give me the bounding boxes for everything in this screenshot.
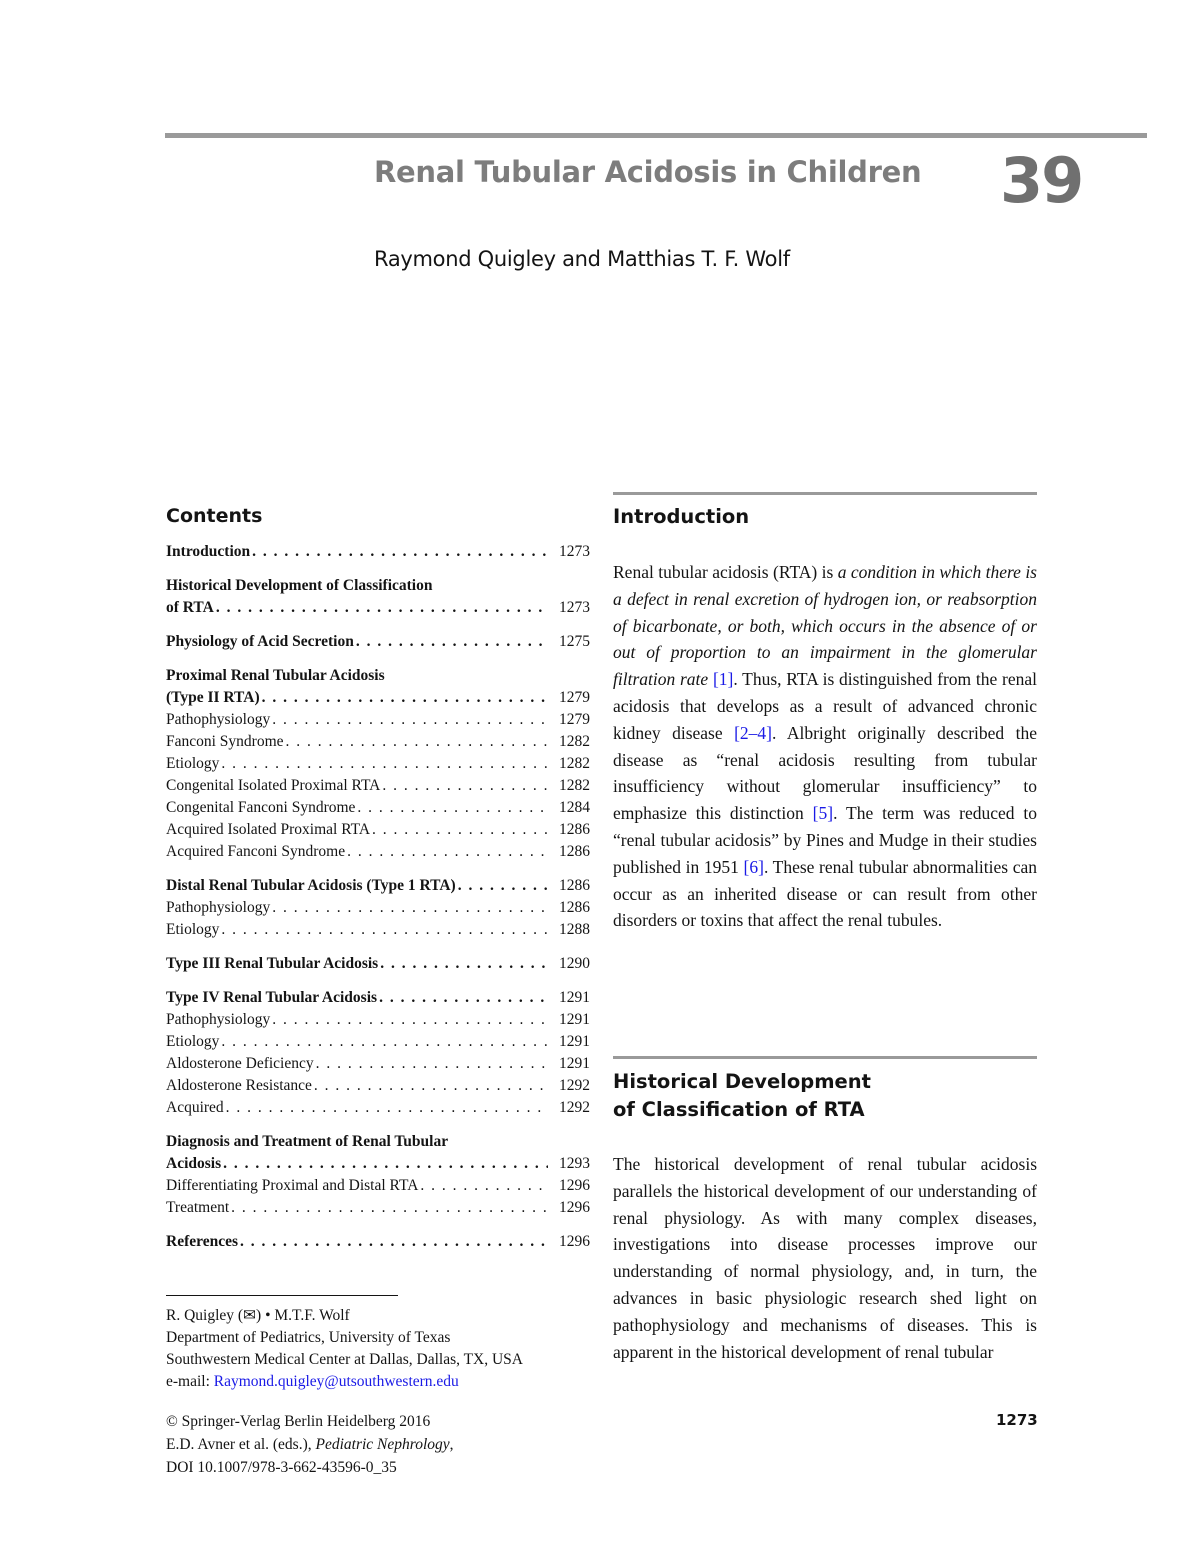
toc-group (166, 953, 590, 975)
toc-entry-title: Distal Renal Tubular Acidosis (Type 1 RTA) (166, 877, 456, 894)
toc-entry-page: 1296 (559, 1199, 590, 1216)
footnote-affiliation-2: Southwestern Medical Center at Dallas, Dallas, TX, USA (166, 1351, 523, 1368)
footnote-email-line (166, 1371, 523, 1393)
toc-leader-dots (216, 597, 548, 619)
toc-entry-page: 1292 (559, 1077, 590, 1094)
toc-entry[interactable] (166, 1231, 590, 1253)
toc-entry-page: 1291 (559, 1033, 590, 1050)
toc-group (166, 1231, 590, 1253)
toc-leader-dots (380, 953, 548, 975)
toc-entry-title: Differentiating Proximal and Distal RTA (166, 1177, 419, 1194)
toc-group (166, 875, 590, 941)
toc-leader-dots (314, 1075, 548, 1097)
toc-entry-title: Acquired Fanconi Syndrome (166, 843, 346, 860)
doi-line: DOI 10.1007/978-3-662-43596-0_35 (166, 1459, 397, 1476)
toc-leader-dots (379, 987, 548, 1009)
copyright-block (166, 1410, 454, 1479)
toc-entry[interactable] (166, 919, 590, 941)
historical-heading (613, 1068, 871, 1124)
toc-entry-title: of RTA (166, 599, 214, 616)
toc-entry[interactable] (166, 541, 590, 563)
citation-book: Pediatric Nephrology (315, 1436, 450, 1453)
toc-entry-page: 1286 (559, 899, 590, 916)
toc-entry[interactable] (166, 797, 590, 819)
table-of-contents (166, 541, 590, 1265)
toc-entry-page: 1291 (559, 1011, 590, 1028)
toc-leader-dots (356, 631, 548, 653)
toc-leader-dots (357, 797, 548, 819)
toc-entry-page: 1273 (559, 543, 590, 560)
email-label: e-mail: (166, 1373, 214, 1390)
toc-group (166, 665, 590, 863)
toc-entry[interactable] (166, 731, 590, 753)
toc-entry-page: 1296 (559, 1177, 590, 1194)
toc-entry-lead[interactable]: Historical Development of Classification (166, 577, 433, 594)
toc-entry[interactable] (166, 709, 590, 731)
toc-entry-page: 1291 (559, 989, 590, 1006)
toc-group (166, 541, 590, 563)
toc-leader-dots (231, 1197, 548, 1219)
toc-entry-title: Congenital Fanconi Syndrome (166, 799, 356, 816)
toc-entry-title: Acquired (166, 1099, 224, 1116)
toc-leader-dots (240, 1231, 548, 1253)
toc-entry-page: 1282 (559, 733, 590, 750)
toc-entry-title: Fanconi Syndrome (166, 733, 284, 750)
toc-entry-title: Pathophysiology (166, 1011, 271, 1028)
chapter-title: Renal Tubular Acidosis in Children (374, 155, 922, 189)
toc-entry[interactable] (166, 1009, 590, 1031)
toc-group (166, 987, 590, 1119)
historical-rule (613, 1056, 1037, 1059)
toc-entry-page: 1284 (559, 799, 590, 816)
toc-entry-page: 1286 (559, 877, 590, 894)
toc-entry-page: 1273 (559, 599, 590, 616)
toc-group (166, 631, 590, 653)
reference-link[interactable]: [6] (743, 856, 764, 877)
toc-entry[interactable] (166, 1197, 590, 1219)
toc-leader-dots (316, 1053, 548, 1075)
toc-leader-dots (382, 775, 548, 797)
citation-editors: E.D. Avner et al. (eds.), (166, 1436, 316, 1453)
toc-entry-title: Type III Renal Tubular Acidosis (166, 955, 379, 972)
citation-comma: , (449, 1436, 454, 1453)
toc-leader-dots (286, 731, 548, 753)
toc-entry-lead[interactable]: Diagnosis and Treatment of Renal Tubular (166, 1133, 449, 1150)
toc-entry-title: Congenital Isolated Proximal RTA (166, 777, 381, 794)
toc-leader-dots (221, 919, 548, 941)
toc-leader-dots (458, 875, 548, 897)
authors: Raymond Quigley and Matthias T. F. Wolf (374, 247, 790, 271)
footnote-affiliation-1: Department of Pediatrics, University of Texas (166, 1329, 451, 1346)
toc-leader-dots (226, 1097, 548, 1119)
toc-entry-title: Etiology (166, 755, 220, 772)
toc-entry-title: Acquired Isolated Proximal RTA (166, 821, 371, 838)
toc-entry-page: 1279 (559, 689, 590, 706)
toc-entry[interactable] (166, 953, 590, 975)
toc-entry-title: Pathophysiology (166, 899, 271, 916)
reference-link[interactable]: [1] (712, 669, 734, 690)
introduction-heading: Introduction (613, 505, 750, 528)
reference-link[interactable]: [2–4] (734, 722, 772, 743)
toc-entry-page: 1290 (559, 955, 590, 972)
toc-leader-dots (272, 709, 548, 731)
citation-line (166, 1433, 454, 1456)
toc-entry-page: 1279 (559, 711, 590, 728)
toc-entry[interactable] (166, 1075, 590, 1097)
toc-leader-dots (420, 1175, 548, 1197)
toc-leader-dots (272, 897, 548, 919)
toc-entry-page: 1275 (559, 633, 590, 650)
email-link[interactable]: Raymond.quigley@utsouthwestern.edu (213, 1373, 459, 1390)
toc-entry[interactable] (166, 1053, 590, 1075)
toc-leader-dots (221, 753, 548, 775)
toc-entry[interactable] (166, 775, 590, 797)
toc-entry-page: 1282 (559, 777, 590, 794)
toc-entry-title: Type IV Renal Tubular Acidosis (166, 989, 378, 1006)
toc-entry-title: References (166, 1233, 239, 1250)
historical-heading-line-1: Historical Development (613, 1070, 871, 1093)
toc-entry[interactable] (166, 987, 590, 1009)
toc-entry-title: Etiology (166, 1033, 220, 1050)
toc-entry-title: Treatment (166, 1199, 230, 1216)
toc-entry[interactable] (166, 1031, 590, 1053)
toc-entry-title: Physiology of Acid Secretion (166, 633, 354, 650)
toc-entry-title: Etiology (166, 921, 220, 938)
contents-heading: Contents (166, 505, 263, 527)
toc-entry[interactable] (166, 875, 590, 897)
toc-leader-dots (347, 841, 548, 863)
toc-leader-dots (262, 687, 548, 709)
toc-entry-title: Pathophysiology (166, 711, 271, 728)
footnote-rule (166, 1295, 398, 1296)
toc-entry-page: 1288 (559, 921, 590, 938)
toc-entry[interactable] (166, 1097, 590, 1119)
historical-paragraph: The historical development of renal tubular acidosis parallels the historical development of our understanding of renal physiology. As with many complex diseases, investigations into disease processes improve our understanding of normal physiology, and, in turn, the advances in basic physiologic research shed light on pathophysiology and mechanisms of diseases. This is apparent in the historical development of renal tubular (613, 1154, 1037, 1362)
toc-entry-page: 1293 (559, 1155, 590, 1172)
copyright-line: © Springer-Verlag Berlin Heidelberg 2016 (166, 1413, 431, 1430)
toc-entry[interactable] (166, 1175, 590, 1197)
page-number: 1273 (996, 1411, 1038, 1429)
top-rule (165, 133, 1147, 138)
introduction-rule (613, 492, 1037, 495)
toc-entry[interactable] (166, 753, 590, 775)
chapter-number: 39 (1000, 144, 1083, 217)
footnote-names: R. Quigley (✉) • M.T.F. Wolf (166, 1307, 350, 1324)
introduction-paragraph: Renal tubular acidosis (RTA) is a condition in which there is a defect in renal excretion of hydrogen ion, or reabsorption of bicarbonate, or both, which occurs in the absence of or out of proportion to an impairment in the glomerular filtration rate [1]. Thus, RTA is distinguished from the renal acidosis that develops as a result of advanced chronic kidney disease [2–4]. Albright originally described the disease as “renal acidosis resulting from tubular insufficiency without glomerular insufficiency” to emphasize this distinction [5]. The term was reduced to “renal tubular acidosis” by Pines and Mudge in their studies published in 1951 [6]. These renal tubular abnormalities can occur as an inherited disease or can result from other disorders or toxins that affect the renal tubules. (613, 562, 1038, 931)
toc-leader-dots (372, 819, 548, 841)
toc-group (166, 1131, 590, 1219)
toc-entry-page: 1282 (559, 755, 590, 772)
toc-entry-title: (Type II RTA) (166, 689, 260, 706)
toc-entry-title: Aldosterone Resistance (166, 1077, 312, 1094)
toc-entry[interactable] (166, 631, 590, 653)
toc-entry-lead[interactable]: Proximal Renal Tubular Acidosis (166, 667, 385, 684)
toc-entry[interactable] (166, 1153, 590, 1175)
toc-entry-page: 1291 (559, 1055, 590, 1072)
toc-leader-dots (252, 541, 548, 563)
toc-leader-dots (272, 1009, 548, 1031)
toc-entry-title: Introduction (166, 543, 251, 560)
toc-leader-dots (221, 1031, 548, 1053)
toc-entry[interactable] (166, 687, 590, 709)
toc-entry-title: Aldosterone Deficiency (166, 1055, 314, 1072)
toc-leader-dots (223, 1153, 548, 1175)
historical-heading-line-2: of Classification of RTA (613, 1098, 865, 1121)
toc-entry[interactable] (166, 597, 590, 619)
toc-entry-page: 1286 (559, 843, 590, 860)
toc-group (166, 575, 590, 619)
toc-entry-title: Acidosis (166, 1155, 222, 1172)
toc-entry-page: 1296 (559, 1233, 590, 1250)
author-footnote (166, 1305, 523, 1393)
reference-link[interactable]: [5] (812, 803, 834, 824)
toc-entry[interactable] (166, 897, 590, 919)
toc-entry-page: 1292 (559, 1099, 590, 1116)
toc-entry[interactable] (166, 841, 590, 863)
toc-entry-page: 1286 (559, 821, 590, 838)
toc-entry[interactable] (166, 819, 590, 841)
